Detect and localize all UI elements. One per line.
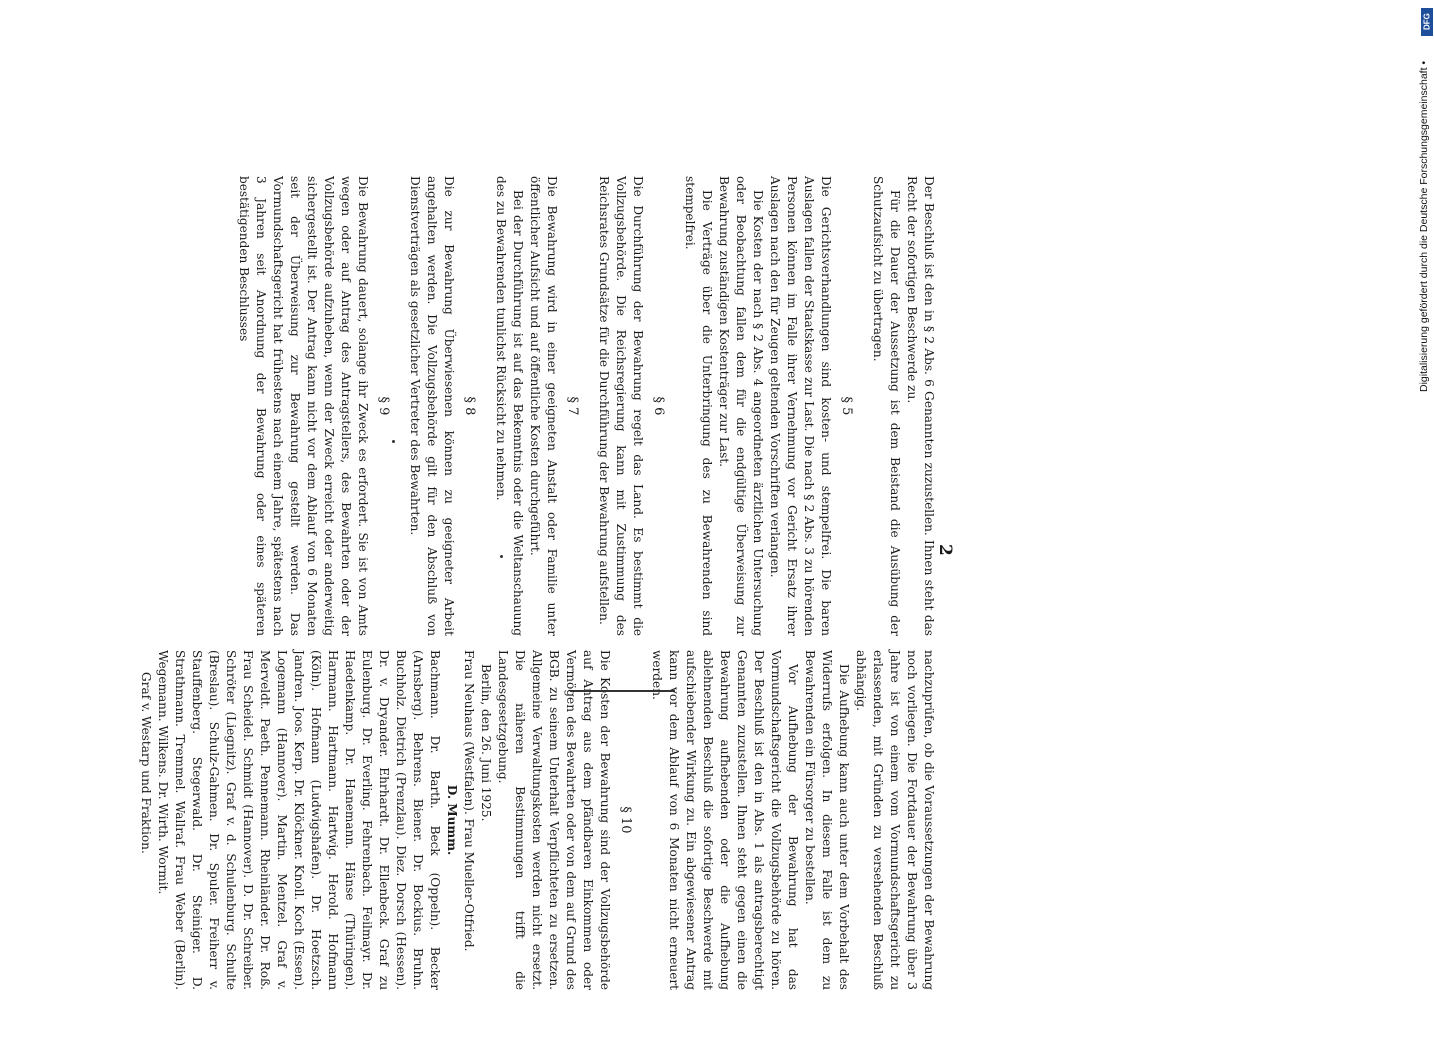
paragraph: Die Bewahrung dauert, solange ihr Zweck es erfordert. Sie ist von Amts wegen oder auf Antrag des Antragstellers, des Bewahrten oder der Vollzugsbehörde aufzuheben, wenn der Zweck erreicht oder anderweitig sichergestellt ist. Der Antrag kann nicht vor dem Ablauf von 6 Monaten seit der Überweisung zur Bewahrung gestellt werden. Das Vormundschaftsgericht hat frühestens nach einem Jahre, spätestens nach 3 Jahren seit Anordnung der Bewahrung oder eines späteren bestätigenden Beschlusses — [237, 176, 370, 636]
signature-lead: Frau Neuhaus (Westfalen). Frau Mueller-Otfried. — [462, 650, 476, 952]
section-heading-9: § 9 — [376, 396, 391, 416]
paragraph: Die Bewahrung wird in einer geeigneten Anstalt oder Familie unter öffentlicher Aufsicht und auf öffentliche Kosten durchgeführt. — [528, 176, 559, 636]
paragraph: Die Aufhebung kann auch unter dem Vorbehalt des Widerrufs erfolgen. In diesem Falle ist dem zu Bewahrenden ein Fürsorger zu bestellen. — [803, 650, 851, 990]
section-heading-8: § 8 — [462, 396, 477, 416]
rotated-page — [105, 58, 955, 1058]
scan-speck — [500, 555, 503, 558]
divider-line — [570, 690, 675, 692]
paragraph: Die Verträge über die Unterbringung des zu Bewahrenden sind stempelfrei. — [683, 176, 714, 636]
paragraph: Für die Dauer der Aussetzung ist dem Beistand die Ausübung der Schutzaufsicht zu übertragen. — [871, 176, 902, 636]
signatory-names: Bachmann. Dr. Barth. Beck (Oppeln). Becker (Arnsberg). Behrens. Biener. Dr. Bockius. Bruhn. Buchholz. Dietrich (Prenzlau). Diez. Dorsch (Hessen). Dr. v. Dryander. Ehrhardt. Dr. Ellenbeck. Graf zu Eulenburg. Dr. Everling. Fehrenbach. Feilmayr. Dr. Haedenkamp. Dr. Hanemann. Hänse (Thüringen). Harmann. Hartmann. Hartwig. Herold. Hofmann (Köln). Hofmann (Ludwigshafen). Dr. Hoetzsch. Jandren. Joos. Kerp. Dr. Klöckner. Knoll. Koch (Essen). Logemann (Hannover). Martin. Mentzel. Graf v. Merveldt. Paeth. Pennemann. Rheinländer. Dr. Roß. Frau Scheidel. Schmidt (Hannover). D. Dr. Schreiber. Schröter (Liegnitz). Graf v. d. Schulenburg. Schulte (Breslau). Schulz-Gahmen. Dr. Spuler. Freiherr v. Stauffenberg. Stegerwald. Dr. Steiniger. D. Strathmann. Tremmel. Wallraf. Frau Weber (Berlin). Wegemann. Wilkens. Dr. Wirth. Wormit. — [156, 650, 442, 990]
page-number: 2 — [935, 544, 955, 556]
digitization-credit: Digitalisierung gefördert durch die Deutsche Forschungsgemeinschaft • — [1418, 60, 1430, 392]
signature-sub: D. Mumm. — [445, 784, 459, 856]
dfg-logo: DFG — [1421, 8, 1433, 36]
right-column — [137, 650, 937, 990]
paragraph: nachzuprüfen, ob die Voraussetzungen der Bewahrung noch vorliegen. Die Fortdauer der Bewahrung über 3 Jahre ist von einem vom Vormundschaftsgericht zu erlassenden, mit Gründen zu versehenden Beschluß abhängig. — [854, 650, 936, 990]
paragraph: Der Beschluß ist den in § 2 Abs. 6 Genannten zuzustellen. Ihnen steht das Recht der sofortigen Beschwerde zu. — [905, 176, 936, 636]
section-heading-5: § 5 — [839, 396, 854, 416]
left-column — [235, 176, 937, 636]
paragraph: Bei der Durchführung ist auf das Bekenntnis oder die Weltanschauung des zu Bewahrenden tunlichst Rücksicht zu nehmen. — [494, 176, 525, 636]
paragraph: Die Durchführung der Bewahrung regelt das Land. Es bestimmt die Vollzugsbehörde. Die Reichsregierung kann mit Zustimmung des Reichsrates Grundsätze für die Durchführung der Bewahrung aufstellen. — [597, 176, 645, 636]
scan-speck — [392, 440, 395, 443]
paragraph: Die Kosten der Bewahrung sind der Vollzugsbehörde auf Antrag aus dem pfändbaren Einkommen oder Vermögen des Bewahrten oder von dem auf Grund des BGB. zu seinem Unterhalt Verpflichteten zu ersetzen. Allgemeine Verwaltungskosten werden nicht ersetzt. Die näheren Bestimmungen trifft die Landesgesetzgebung. — [496, 650, 612, 990]
paragraph: Die zur Bewahrung Überwiesenen können zu geeigneter Arbeit angehalten werden. Die Vollzugsbehörde gilt für den Abschluß von Dienstverträgen als gesetzlicher Vertreter des Bewahrten. — [408, 176, 456, 636]
section-heading-7: § 7 — [565, 396, 580, 416]
signature-end: Graf v. Westarp und Fraktion. — [139, 672, 153, 854]
paragraph: Vor Aufhebung der Bewahrung hat das Vormundschaftsgericht die Vollzugsbehörde zu hören. Der Beschluß ist den in Abs. 1 als antragsberechtigt Genannten zuzustellen. Ihnen steht gegen einen die Bewahrung aufhebenden oder die Aufhebung ablehnenden Beschluß die sofortige Beschwerde mit aufschiebender Wirkung zu. Ein abgewiesener Antrag kann vor dem Ablauf von 6 Monaten nicht erneuert werden. — [650, 650, 800, 990]
section-heading-6: § 6 — [651, 396, 666, 416]
signature-date: Berlin, den 26. Juni 1925. — [479, 664, 493, 822]
paragraph: Die Gerichtsverhandlungen sind kosten- und stempelfrei. Die baren Auslagen fallen der Staatskasse zur Last. Die nach § 2 Abs. 3 zu hörenden Personen können im Falle ihrer Vernehmung vor Gericht Ersatz ihrer Auslagen nach den für Zeugen geltenden Vorschriften verlangen. — [768, 176, 833, 636]
paragraph: Die Kosten der nach § 2 Abs. 4 angeordneten ärztlichen Untersuchung oder Beobachtung fallen dem für die endgültige Überweisung zur Bewahrung zuständigen Kostenträger zur Last. — [717, 176, 765, 636]
section-heading-10: § 10 — [618, 806, 633, 834]
